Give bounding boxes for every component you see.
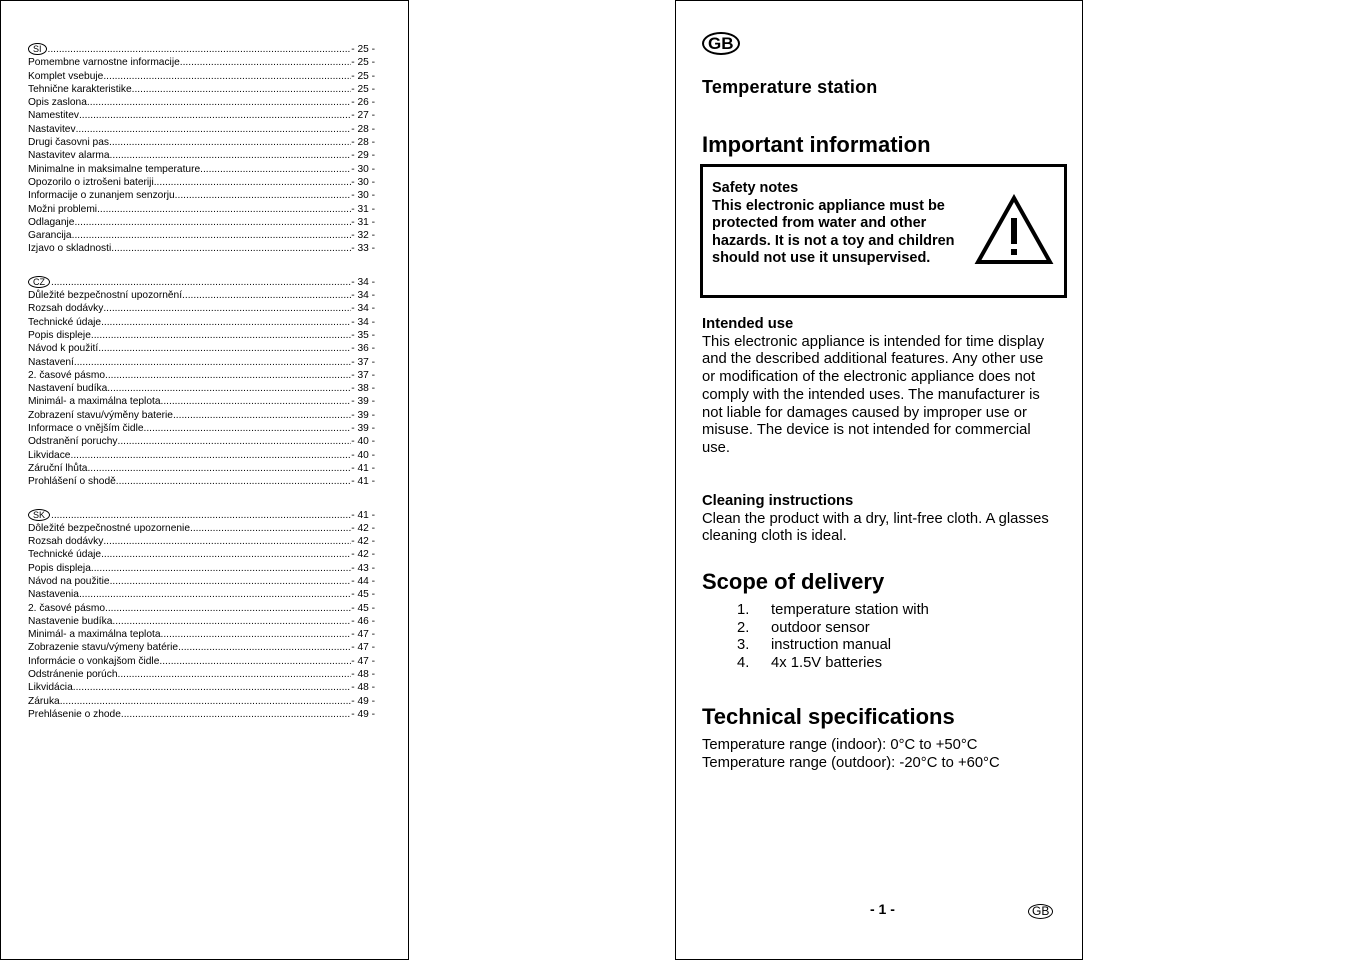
toc-entry-title: Záruční lhůta: [28, 462, 88, 474]
toc-page-number: - 34 -: [351, 290, 375, 302]
toc-page-number: - 34 -: [351, 303, 375, 315]
toc-entry[interactable]: [28, 575, 375, 588]
toc-entry-title: Nastavenie budíka: [28, 615, 113, 627]
toc-section: [28, 276, 375, 489]
toc-entry-title: Technické údaje: [28, 316, 102, 328]
toc-entry-title: Nastavitev alarma: [28, 150, 110, 162]
toc-entry[interactable]: [28, 668, 375, 681]
language-badge: GB: [702, 32, 740, 55]
toc-page-number: - 48 -: [351, 669, 375, 681]
toc-entry[interactable]: [28, 548, 375, 561]
toc-page-number: - 43 -: [351, 562, 375, 574]
toc-entry[interactable]: [28, 96, 375, 109]
toc-section-header[interactable]: [28, 509, 375, 522]
toc-entry-title: 2. časové pásmo: [28, 369, 106, 381]
toc-entry[interactable]: [28, 462, 375, 475]
toc-entry-title: Záruka: [28, 695, 60, 707]
toc-entry-title: Opozorilo o iztrošeni bateriji: [28, 176, 154, 188]
toc-page-number: - 40 -: [351, 449, 375, 461]
toc-entry-title: Prehlásenie o zhode: [28, 708, 121, 720]
toc-entry[interactable]: [28, 56, 375, 69]
toc-entry-title: Důležité bezpečnostní upozornění: [28, 290, 183, 302]
toc-page-number: - 42 -: [351, 536, 375, 548]
scope-item-number: 3.: [737, 637, 750, 654]
toc-entry-title: Odlaganje: [28, 216, 75, 228]
toc-entry[interactable]: [28, 708, 375, 721]
toc-entry-title: Zobrazení stavu/výměny baterie: [28, 409, 173, 421]
toc-entry-title: Minimál- a maximálna teplota: [28, 629, 161, 641]
toc-entry[interactable]: [28, 83, 375, 96]
toc-section-header[interactable]: [28, 276, 375, 289]
toc-entry[interactable]: [28, 203, 375, 216]
toc-page-number: - 25 -: [351, 70, 375, 82]
toc-entry-title: Garancija: [28, 230, 72, 242]
toc-page-number: - 47 -: [351, 629, 375, 641]
toc-entry[interactable]: [28, 289, 375, 302]
cleaning-section: [702, 493, 1057, 546]
scope-item: [702, 602, 1057, 620]
toc-page-number: - 37 -: [351, 356, 375, 368]
scope-heading: Scope of delivery: [702, 569, 885, 594]
toc-page-number: - 49 -: [351, 708, 375, 720]
toc-page-number: - 45 -: [351, 589, 375, 601]
toc-entry-title: Popis displeja: [28, 562, 91, 574]
toc-entry[interactable]: [28, 422, 375, 435]
toc-entry-title: Odstranění poruchy: [28, 436, 118, 448]
toc-page-number: - 47 -: [351, 655, 375, 667]
toc-entry[interactable]: [28, 588, 375, 601]
intended-use-text: This electronic appliance is intended for time display and the described additional features. Any other use or modification of the electronic appliance does not comply with the intended uses. The manufacturer is not liable for damages caused by improper use or misuse. The device is not intended for commercial use.: [702, 333, 1045, 456]
toc-entry-title: Nastavenia: [28, 589, 79, 601]
toc-entry[interactable]: [28, 329, 375, 342]
scope-item-number: 1.: [737, 602, 750, 618]
toc-entry[interactable]: [28, 449, 375, 462]
toc-entry[interactable]: [28, 216, 375, 229]
scope-item: [702, 655, 1057, 673]
language-badge: SK: [28, 509, 50, 521]
toc-entry-title: Rozsah dodávky: [28, 303, 104, 315]
toc-entry[interactable]: [28, 435, 375, 448]
toc-page-number: - 32 -: [351, 230, 375, 242]
toc-page-number: - 44 -: [351, 575, 375, 587]
toc-entry-title: Nastavení: [28, 356, 74, 368]
content-page: [675, 0, 1083, 960]
toc-entry[interactable]: [28, 149, 375, 162]
toc-entry[interactable]: [28, 189, 375, 202]
toc-entry[interactable]: [28, 176, 375, 189]
toc-entry[interactable]: [28, 535, 375, 548]
toc-entry-title: Informace o vnějším čidle: [28, 423, 144, 435]
toc-page-number: - 48 -: [351, 682, 375, 694]
toc-entry[interactable]: [28, 316, 375, 329]
toc-entry-title: Komplet vsebuje: [28, 70, 104, 82]
toc-page: [0, 0, 409, 960]
toc-entry[interactable]: [28, 136, 375, 149]
toc-entry[interactable]: [28, 242, 375, 255]
toc-page-number: - 34 -: [351, 316, 375, 328]
toc-entry[interactable]: [28, 123, 375, 136]
safety-notes-body: This electronic appliance must be protected from water and other hazards. It is not a toy and children should not use it unsupervised.: [712, 197, 955, 267]
toc-section: [28, 509, 375, 722]
scope-item: [702, 620, 1057, 638]
toc-entry-title: Likvidace: [28, 449, 71, 461]
page-number: - 1 -: [870, 901, 895, 917]
toc-entry-title: Nastavení budíka: [28, 383, 108, 395]
toc-page-number: - 41 -: [351, 509, 375, 521]
safety-notes-box: [700, 164, 1067, 298]
toc-page-number: - 31 -: [351, 203, 375, 215]
toc-page-number: - 35 -: [351, 329, 375, 341]
toc-entry-title: Rozsah dodávky: [28, 536, 104, 548]
toc-entry[interactable]: [28, 522, 375, 535]
table-of-contents: [28, 43, 375, 741]
toc-page-number: - 38 -: [351, 383, 375, 395]
important-heading: Important information: [702, 132, 931, 157]
toc-entry-title: Technické údaje: [28, 549, 102, 561]
toc-entry-title: Popis displeje: [28, 329, 91, 341]
safety-notes-text: [712, 180, 962, 268]
toc-page-number: - 45 -: [351, 602, 375, 614]
toc-entry[interactable]: [28, 615, 375, 628]
toc-entry-title: Namestitev: [28, 110, 79, 122]
toc-entry-title: Prohlášení o shodě: [28, 476, 116, 488]
intended-use-heading: Intended use: [702, 316, 794, 332]
toc-entry[interactable]: [28, 395, 375, 408]
toc-entry-title: Pomembne varnostne informacije: [28, 57, 180, 69]
toc-entry-title: Minimalne in maksimalne temperature: [28, 163, 201, 175]
toc-entry-title: Možni problemi: [28, 203, 98, 215]
toc-entry[interactable]: [28, 562, 375, 575]
toc-entry-title: Drugi časovni pas: [28, 137, 109, 149]
toc-section-header[interactable]: [28, 43, 375, 56]
toc-page-number: - 25 -: [351, 44, 375, 55]
toc-entry[interactable]: [28, 475, 375, 488]
toc-entry-title: Návod k použití: [28, 343, 99, 355]
toc-entry[interactable]: [28, 342, 375, 355]
language-badge: CZ: [28, 276, 50, 288]
toc-entry[interactable]: [28, 382, 375, 395]
intended-use-section: [702, 316, 1057, 458]
toc-entry-title: Tehnične karakteristike: [28, 83, 132, 95]
toc-page-number: - 39 -: [351, 396, 375, 408]
toc-page-number: - 42 -: [351, 522, 375, 534]
toc-entry[interactable]: [28, 655, 375, 668]
scope-item-text: outdoor sensor: [771, 619, 870, 636]
toc-page-number: - 29 -: [351, 150, 375, 162]
toc-page-number: - 30 -: [351, 176, 375, 188]
scope-item-text: instruction manual: [771, 637, 892, 654]
toc-page-number: - 41 -: [351, 462, 375, 474]
toc-page-number: - 28 -: [351, 123, 375, 135]
toc-page-number: - 49 -: [351, 695, 375, 707]
toc-entry-title: Dôležité bezpečnostné upozornenie: [28, 522, 190, 534]
footer-language-badge: GB: [1028, 904, 1053, 919]
toc-entry[interactable]: [28, 409, 375, 422]
toc-page-number: - 40 -: [351, 436, 375, 448]
scope-item-number: 2.: [737, 619, 750, 636]
product-title: Temperature station: [702, 77, 878, 97]
scope-item-number: 4.: [737, 655, 750, 672]
toc-entry-title: Návod na použitie: [28, 575, 110, 587]
toc-page-number: - 31 -: [351, 216, 375, 228]
cleaning-heading: Cleaning instructions: [702, 493, 854, 509]
toc-page-number: - 28 -: [351, 137, 375, 149]
toc-entry-title: Zobrazenie stavu/výmeny batérie: [28, 642, 179, 654]
safety-notes-heading: Safety notes: [712, 180, 799, 196]
toc-entry[interactable]: [28, 302, 375, 315]
toc-page-number: - 36 -: [351, 343, 375, 355]
toc-entry[interactable]: [28, 602, 375, 615]
toc-entry-title: Informácie o vonkajšom čidle: [28, 655, 160, 667]
toc-entry-title: 2. časové pásmo: [28, 602, 106, 614]
toc-page-number: - 39 -: [351, 423, 375, 435]
tech-heading: Technical specifications: [702, 704, 955, 729]
toc-page-number: - 25 -: [351, 57, 375, 69]
toc-entry[interactable]: [28, 163, 375, 176]
toc-entry[interactable]: [28, 695, 375, 708]
scope-item-text: 4x 1.5V batteries: [771, 655, 883, 672]
toc-entry[interactable]: [28, 70, 375, 83]
tech-line-outdoor: Temperature range (outdoor): -20°C to +60°C: [702, 754, 1000, 771]
toc-page-number: - 33 -: [351, 243, 375, 255]
toc-entry-title: Opis zaslona: [28, 97, 87, 109]
toc-page-number: - 39 -: [351, 409, 375, 421]
toc-page-number: - 42 -: [351, 549, 375, 561]
toc-page-number: - 41 -: [351, 476, 375, 488]
toc-entry-title: Informacije o zunanjem senzorju: [28, 190, 175, 202]
toc-entry-title: Nastavitev: [28, 123, 76, 135]
toc-page-number: - 47 -: [351, 642, 375, 654]
warning-triangle-icon: [974, 194, 1054, 266]
toc-entry[interactable]: [28, 369, 375, 382]
toc-entry-title: Izjavo o skladnosti: [28, 243, 112, 255]
scope-item-text: temperature station with: [771, 602, 929, 618]
toc-page-number: - 25 -: [351, 83, 375, 95]
toc-entry[interactable]: [28, 229, 375, 242]
toc-entry[interactable]: [28, 109, 375, 122]
toc-page-number: - 34 -: [351, 276, 375, 288]
toc-entry-title: Odstránenie porúch: [28, 669, 118, 681]
toc-entry-title: Likvidácia: [28, 682, 73, 694]
tech-specs: [702, 737, 1057, 772]
toc-page-number: - 30 -: [351, 190, 375, 202]
toc-page-number: - 37 -: [351, 369, 375, 381]
cleaning-text: Clean the product with a dry, lint-free cloth. A glasses cleaning cloth is ideal.: [702, 510, 1049, 545]
toc-page-number: - 27 -: [351, 110, 375, 122]
toc-entry-title: Minimál- a maximálna teplota: [28, 396, 161, 408]
toc-page-number: - 26 -: [351, 97, 375, 109]
scope-list: [702, 602, 1057, 673]
toc-entry[interactable]: [28, 628, 375, 641]
tech-line-indoor: Temperature range (indoor): 0°C to +50°C: [702, 737, 978, 753]
toc-entry[interactable]: [28, 641, 375, 654]
language-badge: SI: [28, 43, 47, 55]
toc-entry[interactable]: [28, 356, 375, 369]
toc-page-number: - 30 -: [351, 163, 375, 175]
toc-section: [28, 43, 375, 256]
toc-entry[interactable]: [28, 681, 375, 694]
scope-item: [702, 637, 1057, 655]
toc-page-number: - 46 -: [351, 615, 375, 627]
